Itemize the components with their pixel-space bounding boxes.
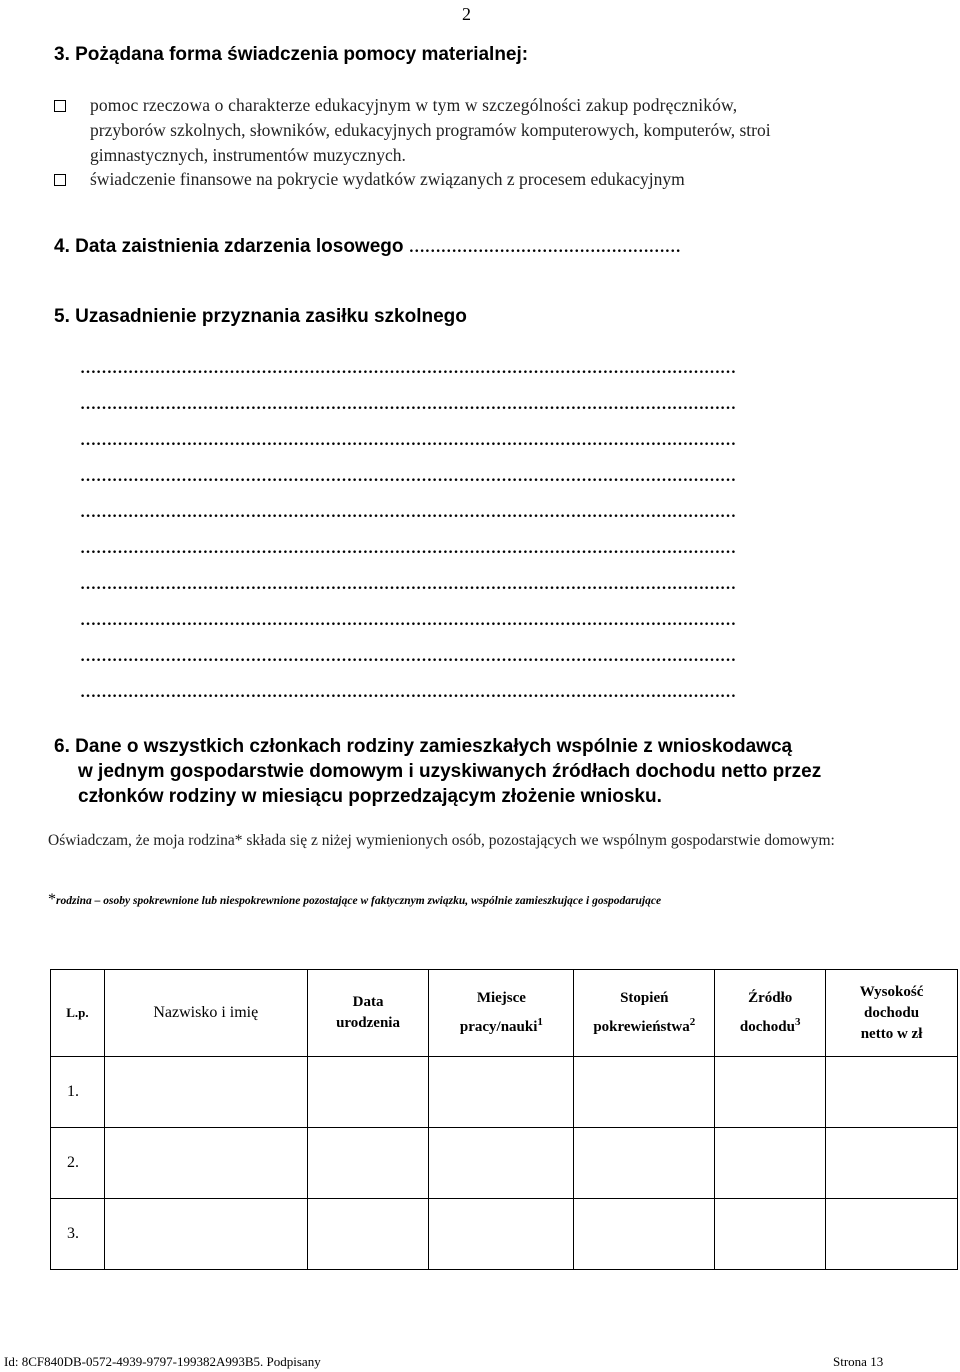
table-header-row [51,970,958,1057]
section-3-title: 3. Pożądana forma świadczenia pomocy materialnej: [54,44,529,65]
footnote-ref-3: 3 [794,1016,801,1028]
justification-line[interactable]: …………………………………………………………………………………………………………… [80,362,736,376]
option-material-aid [90,93,771,168]
col-header-name [104,970,307,1057]
cell-income-amount[interactable] [826,1199,958,1270]
page-number: 2 [462,4,471,24]
table-row [51,1057,958,1128]
col-header-name-text: Nazwisko i imię [153,1004,259,1021]
cell-workplace[interactable] [429,1057,574,1128]
footnote-ref-1: 1 [537,1016,543,1028]
section-5-title: 5. Uzasadnienie przyznania zasiłku szkolnego [54,306,467,327]
justification-line[interactable]: …………………………………………………………………………………………………………… [80,506,736,520]
cell-relationship[interactable] [574,1057,715,1128]
cell-income-amount[interactable] [826,1057,958,1128]
cell-name[interactable] [104,1057,307,1128]
col-header-income-amount-line2: dochodu [864,1004,920,1021]
option-material-aid-line3: gimnastycznych, instrumentów muzycznych. [90,145,406,165]
cell-name[interactable] [104,1128,307,1199]
justification-line[interactable]: …………………………………………………………………………………………………………… [80,542,736,556]
justification-line[interactable]: …………………………………………………………………………………………………………… [80,398,736,412]
row-number: 2. [51,1128,105,1199]
cell-income-source[interactable] [715,1199,826,1270]
cell-income-source[interactable] [715,1057,826,1128]
col-header-income-source-line1: Źródło [748,990,793,1006]
col-header-income-amount-line1: Wysokość [859,983,924,1000]
col-header-lp [51,970,105,1057]
cell-name[interactable] [104,1199,307,1270]
cell-dob[interactable] [307,1128,429,1199]
col-header-relationship [574,970,715,1057]
option-material-aid-line1: pomoc rzeczowa o charakterze edukacyjnym w tym w szczególności zakup podręczników, [90,95,738,115]
cell-workplace[interactable] [429,1128,574,1199]
col-header-income-amount-line3: netto w zł [860,1025,923,1042]
justification-line[interactable]: …………………………………………………………………………………………………………… [80,614,736,628]
footnote-text: rodzina – osoby spokrewnione lub niespokrewnione pozostające w faktycznym związku, wspólnie zamieszkujące i gospodarujące [56,895,662,907]
section-4-title [54,236,681,258]
checkbox-financial-aid[interactable] [54,174,66,186]
col-header-lp-text: L.p. [66,1005,89,1020]
cell-relationship[interactable] [574,1199,715,1270]
justification-line[interactable]: …………………………………………………………………………………………………………… [80,578,736,592]
col-header-workplace-line2: pracy/nauki [459,1019,538,1035]
cell-income-source[interactable] [715,1128,826,1199]
row-number: 3. [51,1199,105,1270]
justification-line[interactable]: …………………………………………………………………………………………………………… [80,650,736,664]
footnote-ref-2: 2 [689,1016,696,1028]
footnote-star: * [48,891,56,908]
justification-line[interactable]: …………………………………………………………………………………………………………… [80,434,736,448]
col-header-income-amount [826,970,958,1057]
option-material-aid-line2: przyborów szkolnych, słowników, edukacyjnych programów komputerowych, komputerów, stroi [90,120,771,140]
table-row [51,1128,958,1199]
option-financial-aid: świadczenie finansowe na pokrycie wydatków związanych z procesem edukacyjnym [90,169,685,189]
cell-relationship[interactable] [574,1128,715,1199]
cell-dob[interactable] [307,1057,429,1128]
checkbox-material-aid[interactable] [54,100,66,112]
date-input-dots[interactable]: …………………………………………… [408,239,681,256]
cell-workplace[interactable] [429,1199,574,1270]
col-header-income-source-line2: dochodu [739,1019,795,1035]
family-footnote [48,891,661,909]
section-6-line2: w jednym gospodarstwie domowym i uzyskiwanych źródłach dochodu netto przez [78,761,822,782]
col-header-relationship-line2: pokrewieństwa [593,1019,690,1035]
family-members-table [50,969,958,1270]
document-id-footer: Id: 8CF840DB-0572-4939-9797-199382A993B5. Podpisany [4,1354,321,1369]
household-declaration: Oświadczam, że moja rodzina* składa się z niżej wymienionych osób, pozostających we wspólnym gospodarstwie domowym: [48,832,835,849]
table-row [51,1199,958,1270]
col-header-workplace-line1: Miejsce [476,990,526,1006]
col-header-dob-line2: urodzenia [336,1015,400,1031]
section-4-label: 4. Data zaistnienia zdarzenia losowego [54,236,404,257]
col-header-income-source [715,970,826,1057]
section-6-line1: 6. Dane o wszystkich członkach rodziny zamieszkałych wspólnie z wnioskodawcą [54,736,793,757]
col-header-relationship-line1: Stopień [620,990,669,1006]
cell-income-amount[interactable] [826,1128,958,1199]
col-header-workplace [429,970,574,1057]
section-6-title [54,734,821,809]
cell-dob[interactable] [307,1199,429,1270]
col-header-dob-line1: Data [352,994,384,1010]
col-header-dob [307,970,429,1057]
section-6-line3: członków rodziny w miesiącu poprzedzającym złożenie wniosku. [78,786,662,807]
justification-line[interactable]: …………………………………………………………………………………………………………… [80,686,736,700]
page-footer: Strona 13 [833,1354,884,1369]
justification-line[interactable]: …………………………………………………………………………………………………………… [80,470,736,484]
row-number: 1. [51,1057,105,1128]
